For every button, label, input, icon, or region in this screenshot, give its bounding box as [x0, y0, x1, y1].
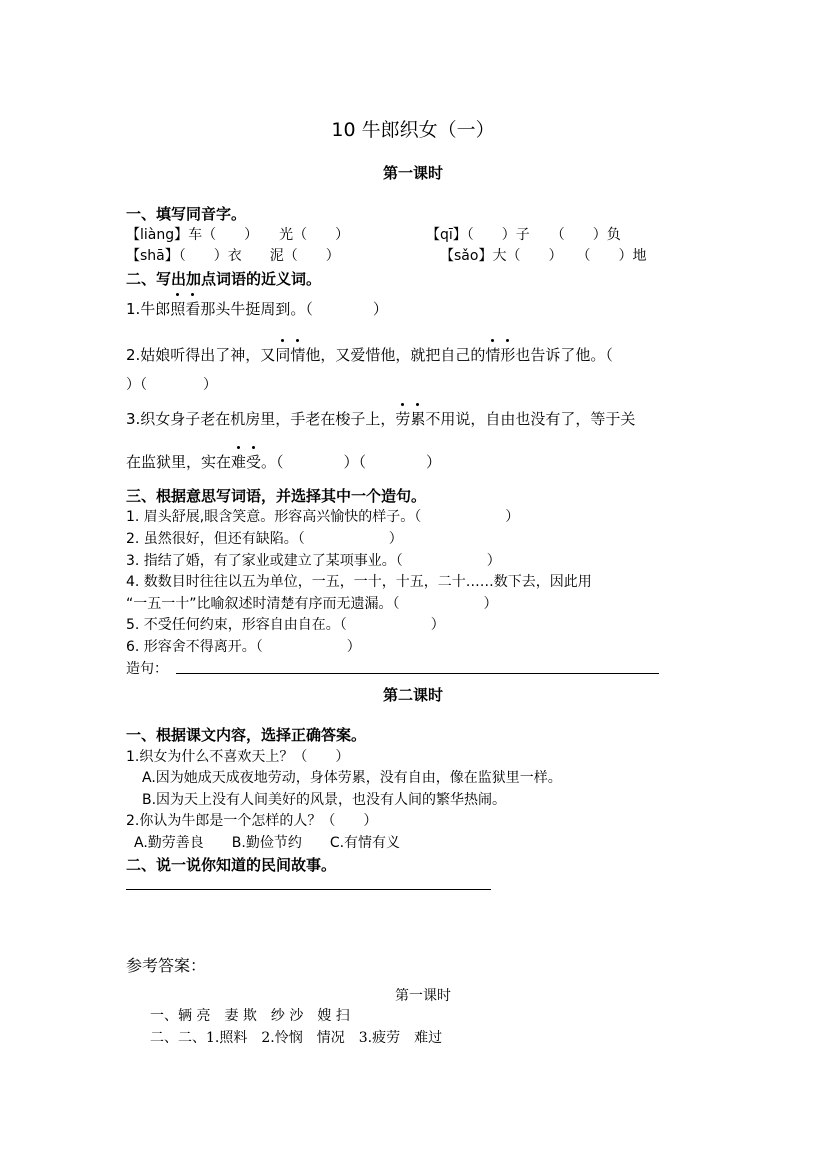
answers-line-1: 一、辆 亮 妻 欺 纱 沙 嫂 扫 — [150, 1008, 350, 1024]
q2-s3-l2-post: 。（ ）（ ） — [261, 453, 442, 471]
q2-sentence-3 — [126, 408, 635, 429]
q2-s3-post: 不用说，自由也没有了，等于关 — [425, 410, 636, 428]
dotted-char: 照 — [170, 300, 186, 318]
q1-row1-left: 【liàng】车（ ） 光（ ） — [126, 227, 350, 243]
lesson2-heading: 第二课时 — [382, 686, 443, 704]
answers-heading: 第一课时 — [395, 988, 451, 1004]
q1-title: 一、填写同音字。 — [126, 205, 247, 223]
q3-item-3: 3. 指结了婚，有了家业或建立了某项事业。（ ） — [126, 553, 501, 569]
q3-item-5: 5. 不受任何约束，形容自由自在。（ ） — [126, 617, 445, 633]
q2-sentence-2-line2: ）（ ） — [126, 377, 217, 393]
q2-s1-pre: 1.牛郎 — [126, 300, 171, 318]
dotted-char: 看 — [185, 300, 201, 318]
dotted-char: 情 — [485, 346, 501, 364]
lesson1-heading: 第一课时 — [382, 164, 443, 182]
l2-q1-title: 一、根据课文内容，选择正确答案。 — [126, 726, 367, 744]
sentence-label: 造句： — [126, 661, 168, 677]
dotted-char: 劳 — [395, 410, 411, 428]
q2-sentence-1 — [126, 298, 388, 319]
q3-item-1: 1. 眉头舒展,眼含笑意。形容高兴愉快的样子。（ ） — [126, 509, 520, 525]
dotted-char: 累 — [410, 410, 426, 428]
q2-s1-post: 那头牛挺周到。（ ） — [200, 300, 388, 318]
q2-s2-post: 也告诉了他。（ — [515, 346, 613, 364]
dotted-char: 难 — [231, 453, 247, 471]
dotted-char: 形 — [500, 346, 516, 364]
q1-row2-left: 【shā】（ ）衣 泥（ ） — [126, 248, 340, 264]
q2-s3-l2-pre: 在监狱里，实在 — [126, 453, 232, 471]
story-answer-line[interactable] — [126, 889, 491, 890]
q2-s2-pre: 2.姑娘听得出了神，又 — [126, 346, 276, 364]
q3-item-4: 4. 数数目时往往以五为单位，一五，一十，十五，二十……数下去，因此用 — [126, 574, 592, 590]
l2-q1-s2-options: A.勤劳善良 B.勤俭节约 C.有情有义 — [134, 835, 401, 851]
l2-q1-s2: 2.你认为牛郎是一个怎样的人？（ ） — [126, 813, 378, 829]
q2-s3-pre: 3.织女身子老在机房里，手老在梭子上， — [126, 410, 396, 428]
q3-item-4-cont: “一五一十”比喻叙述时清楚有序而无遗漏。（ ） — [126, 596, 498, 612]
q3-item-2: 2. 虽然很好，但还有缺陷。（ ） — [126, 531, 403, 547]
l2-q1-option-a: A.因为她成天成夜地劳动，身体劳累，没有自由，像在监狱里一样。 — [142, 770, 562, 786]
page-title: 10 牛郎织女（一） — [331, 119, 495, 141]
dotted-char: 情 — [290, 346, 306, 364]
l2-q1-option-b: B.因为天上没有人间美好的风景，也没有人间的繁华热闹。 — [142, 792, 507, 808]
answers-label: 参考答案： — [126, 956, 207, 975]
dotted-char: 同 — [275, 346, 291, 364]
q1-row1-right: 【qī】（ ）子 （ ）负 — [426, 227, 621, 243]
answers-line-2: 二、二、1.照料 2.怜悯 情况 3.疲劳 难过 — [150, 1030, 443, 1046]
q2-s2-mid: 他，又爱惜他，就把自己的 — [305, 346, 486, 364]
q3-title: 三、根据意思写词语，并选择其中一个造句。 — [126, 487, 427, 505]
q1-row2-right: 【sǎo】大（ ） （ ）地 — [440, 248, 647, 264]
l2-q1-s1: 1.织女为什么不喜欢天上？（ ） — [126, 749, 350, 765]
l2-q2-title: 二、说一说你知道的民间故事。 — [126, 856, 337, 874]
q2-sentence-3-line2 — [126, 451, 441, 472]
q2-sentence-2 — [126, 344, 613, 365]
sentence-answer-line[interactable] — [176, 673, 659, 674]
dotted-char: 受 — [246, 453, 262, 471]
q2-title: 二、写出加点词语的近义词。 — [126, 270, 322, 288]
q3-item-6: 6. 形容舍不得离开。（ ） — [126, 639, 361, 655]
